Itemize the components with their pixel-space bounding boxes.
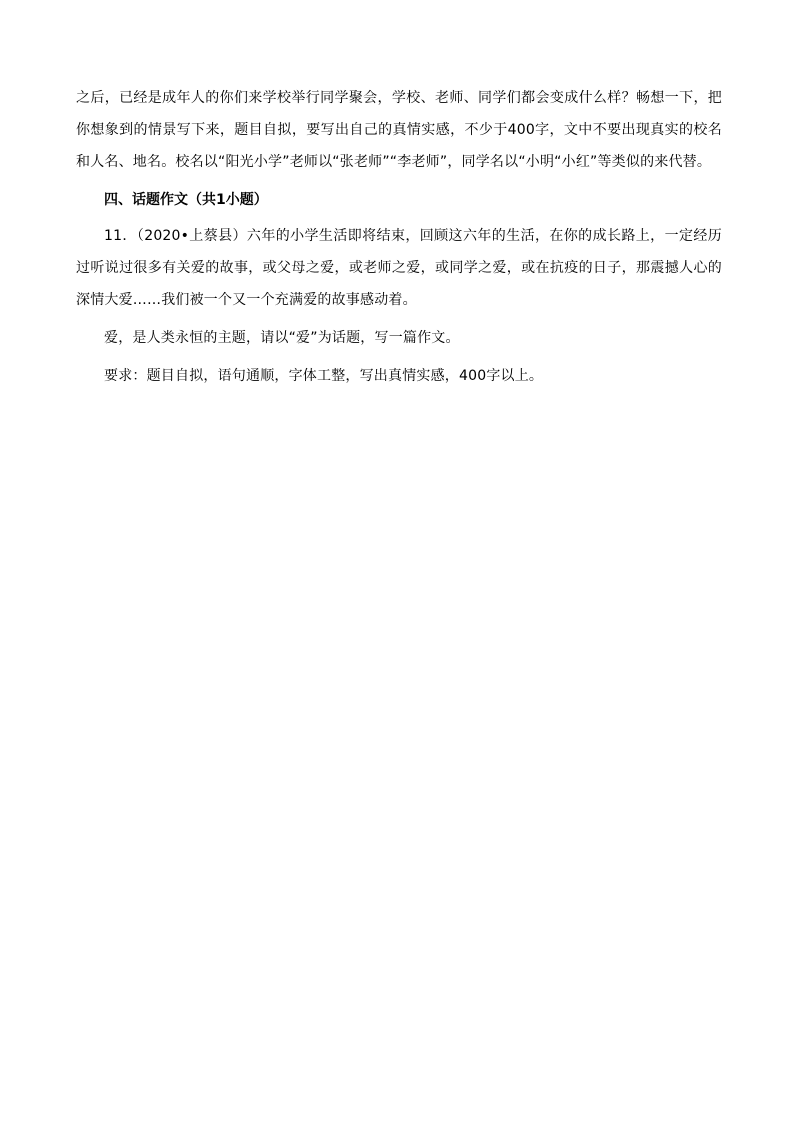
essay-requirements: 要求：题目自拟，语句通顺，字体工整，写出真情实感，400字以上。 — [104, 368, 544, 384]
document-page — [76, 82, 722, 392]
section-heading-topic-essay: 四、话题作文（共1小题） — [104, 192, 268, 208]
question-11-text: 11．（2020•上蔡县）六年的小学生活即将结束，回顾这六年的生活，在你的成长路上，一定经历过听说过很多有关爱的故事，或父母之爱，或老师之爱，或同学之爱，或在抗疫的日子，那震撼人心的深情大爱……我们被一个又一个充满爱的故事感动着。 — [76, 228, 722, 308]
carryover-paragraph: 之后，已经是成年人的你们来学校举行同学聚会，学校、老师、同学们都会变成什么样？畅想一下，把你想象到的情景写下来，题目自拟，要写出自己的真情实感，不少于400字，文中不要出现真实的校名和人名、地名。校名以“阳光小学”老师以“张老师”“李老师”，同学名以“小明“小红”等类似的来代替。 — [76, 90, 722, 170]
essay-prompt: 爱，是人类永恒的主题，请以“爱”为话题，写一篇作文。 — [104, 330, 460, 346]
